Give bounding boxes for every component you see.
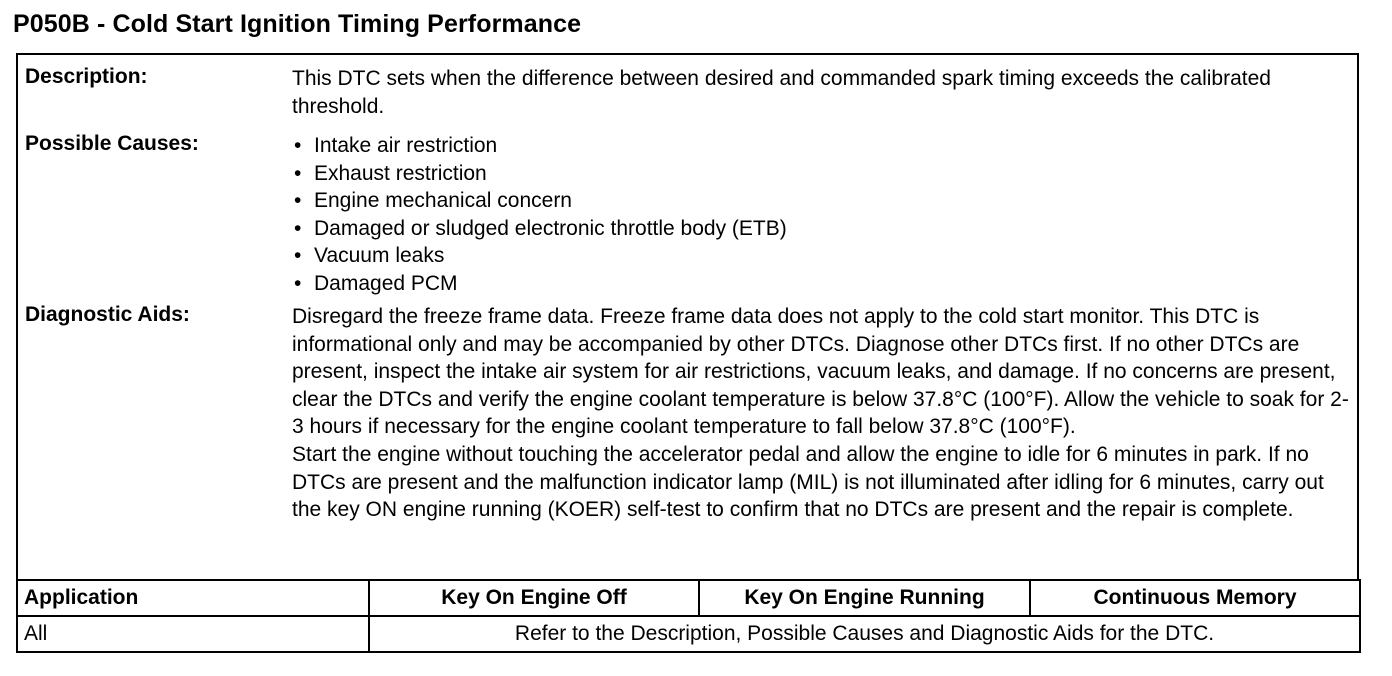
column-header-continuous-memory: Continuous Memory: [1030, 580, 1360, 616]
column-header-application: Application: [17, 580, 369, 616]
bullet-icon: •: [294, 161, 302, 185]
possible-causes-list-container: [292, 132, 1353, 298]
cause-text: Damaged PCM: [314, 271, 458, 295]
application-cell: All: [17, 616, 369, 652]
list-item: [292, 215, 1353, 243]
application-table: [16, 579, 1361, 653]
bullet-icon: •: [294, 244, 302, 268]
column-header-koeo: Key On Engine Off: [369, 580, 699, 616]
list-item: [292, 160, 1353, 188]
cause-text: Exhaust restriction: [314, 161, 487, 185]
description-text: This DTC sets when the difference between desired and commanded spark timing exceeds the calibrated threshold.: [292, 67, 1271, 118]
cause-text: Vacuum leaks: [314, 244, 445, 268]
possible-causes-label: Possible Causes:: [25, 132, 199, 155]
description-label: Description:: [25, 65, 148, 88]
column-header-koer: Key On Engine Running: [699, 580, 1030, 616]
list-item: [292, 270, 1353, 298]
dtc-info-box: [16, 53, 1359, 581]
bullet-icon: •: [294, 216, 302, 240]
diagnostic-aids-paragraph-1: Disregard the freeze frame data. Freeze frame data does not apply to the cold start monitor. This DTC is informational only and may be accompanied by other DTCs. Diagnose other DTCs first. If no other DTCs are present, inspect the intake air system for air restrictions, vacuum leaks, and damage. If no concerns are present, clear the DTCs and verify the engine coolant temperature is below 37.8°C (100°F). Allow the vehicle to soak for 2-3 hours if necessary for the engine coolant temperature to fall below 37.8°C (100°F).: [292, 305, 1349, 439]
cause-text: Intake air restriction: [314, 134, 498, 157]
table-row: [17, 616, 1360, 652]
cause-text: Engine mechanical concern: [314, 189, 572, 213]
bullet-icon: •: [294, 134, 302, 157]
list-item: [292, 187, 1353, 215]
bullet-icon: •: [294, 189, 302, 213]
diagnostic-aids-text: [292, 303, 1353, 524]
diagnostic-aids-paragraph-2: Start the engine without touching the accelerator pedal and allow the engine to idle for 6 minutes in park. If no DTCs are present and the malfunction indicator lamp (MIL) is not illuminated after idling for 6 minutes, carry out the key ON engine running (KOER) self-test to confirm that no DTCs are present and the repair is complete.: [292, 442, 1324, 522]
diagnostic-aids-label: Diagnostic Aids:: [25, 303, 190, 326]
list-item: [292, 132, 1353, 160]
list-item: [292, 242, 1353, 270]
possible-causes-list: [292, 132, 1353, 298]
merged-note-cell: Refer to the Description, Possible Causes and Diagnostic Aids for the DTC.: [369, 616, 1360, 652]
table-header-row: [17, 580, 1360, 616]
cause-text: Damaged or sludged electronic throttle body (ETB): [314, 216, 787, 240]
bullet-icon: •: [294, 271, 302, 295]
page-title: P050B - Cold Start Ignition Timing Performance: [13, 10, 582, 38]
